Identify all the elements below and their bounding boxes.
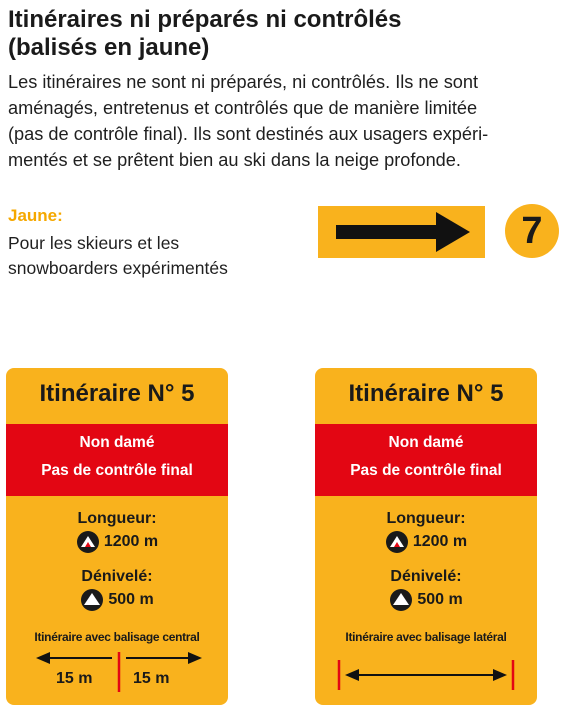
central-marker-diagram (6, 648, 228, 698)
color-description-line-1: Pour les skieurs et les (8, 233, 180, 253)
sign-title: Itinéraire N° 5 (348, 380, 504, 407)
warning-line-1: Non damé (388, 434, 464, 451)
right-arrowhead-icon (493, 669, 507, 681)
length-row (315, 530, 537, 554)
length-value: 1200 m (103, 533, 159, 550)
right-distance: 15 m (133, 670, 170, 687)
elevation-value: 500 m (417, 591, 463, 608)
color-description-line-2: snowboarders expérimentés (8, 258, 228, 278)
yellow-arrow-sign (318, 206, 485, 258)
description-line-1: Les itinéraires ne sont ni préparés, ni contrôlés. Ils ne sont (8, 72, 479, 92)
skier-icon (76, 530, 100, 554)
description-line-2: aménagés, entretenus et contrôlés que de manière limitée (8, 98, 478, 118)
itinerary-sign-lateral (315, 368, 537, 705)
description-line-4: mentés et se prêtent bien au ski dans la neige profonde. (8, 150, 461, 170)
left-arrowhead-icon (36, 652, 50, 664)
number-badge: 7 (505, 204, 559, 258)
right-arrowhead-icon (188, 652, 202, 664)
mountain-icon (80, 588, 104, 612)
lateral-marker-diagram (315, 648, 537, 698)
elevation-label: Dénivelé: (390, 568, 462, 585)
section-heading (8, 6, 568, 62)
mountain-icon (389, 588, 413, 612)
length-label: Longueur: (386, 510, 466, 527)
elevation-value: 500 m (108, 591, 154, 608)
warning-band (315, 424, 537, 496)
balisage-type: Itinéraire avec balisage central (34, 630, 200, 644)
warning-line-1: Non damé (79, 434, 155, 451)
elevation-row (315, 588, 537, 612)
elevation-label: Dénivelé: (81, 568, 153, 585)
left-arrowhead-icon (345, 669, 359, 681)
elevation-row (6, 588, 228, 612)
left-distance: 15 m (56, 670, 93, 687)
sign-title: Itinéraire N° 5 (39, 380, 195, 407)
balisage-type: Itinéraire avec balisage latéral (345, 630, 507, 644)
color-label: Jaune: (8, 206, 63, 225)
description-line-3: (pas de contrôle final). Ils sont destinés aux usagers expéri- (8, 124, 489, 144)
warning-line-2: Pas de contrôle final (41, 462, 193, 479)
warning-line-2: Pas de contrôle final (350, 462, 502, 479)
itinerary-sign-central (6, 368, 228, 705)
warning-band (6, 424, 228, 496)
heading-line-2: (balisés en jaune) (8, 34, 210, 61)
heading-line-1: Itinéraires ni préparés ni contrôlés (8, 6, 402, 33)
length-label: Longueur: (77, 510, 157, 527)
description-paragraph (8, 69, 568, 173)
length-value: 1200 m (412, 533, 468, 550)
color-description (8, 231, 298, 281)
right-arrow-icon (318, 206, 485, 258)
length-row (6, 530, 228, 554)
skier-icon (385, 530, 409, 554)
